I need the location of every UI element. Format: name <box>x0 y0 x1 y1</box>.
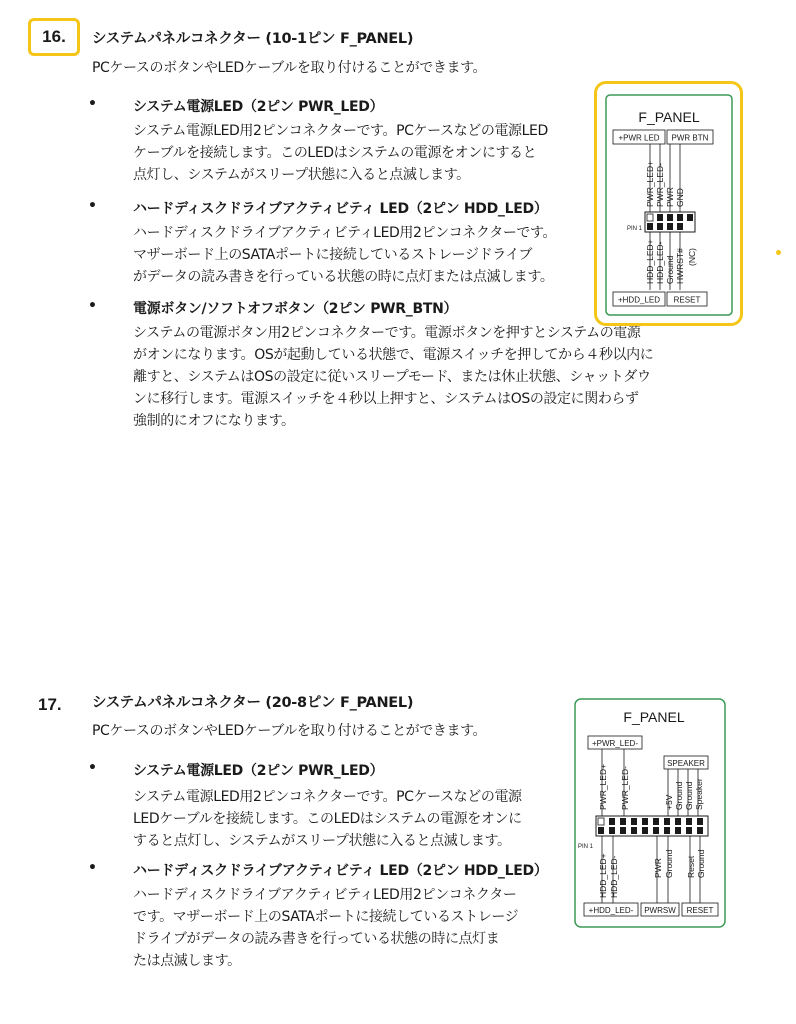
body-line: 離すと、システムはOSの設定に従いスリープモード、または休止状態、シャットダウ <box>133 369 651 385</box>
body-line: がオンになります。OSが起動している状態で、電源スイッチを押してから４秒以内に <box>133 347 654 363</box>
pin-label: PWR <box>665 187 675 207</box>
s17-item2-title: ハードディスクドライブアクティビティ LED（2ピン HDD_LED） <box>133 863 548 879</box>
body-line: システム電源LED用2ピンコネクターです。PCケースなどの電源LED <box>133 123 548 139</box>
pin1-label: PIN 1 <box>627 226 643 232</box>
section-16-subtitle: PCケースのボタンやLEDケーブルを取り付けることができます。 <box>92 60 487 76</box>
section-16-number: 16. <box>28 18 80 56</box>
section-17-title: システムパネルコネクター (20-8ピン F_PANEL) <box>92 695 414 711</box>
body-line: マザーボード上のSATAポートに接続しているストレージドライブ <box>133 247 533 263</box>
s17-item1-body <box>133 786 522 852</box>
pin-label: PWR_LED+ <box>645 160 655 207</box>
body-line: 強制的にオフになります。 <box>133 413 295 429</box>
pin-label: PWR_LED- <box>620 766 630 810</box>
pin-label: PWR <box>653 858 663 878</box>
pin-label: HWRST# <box>675 248 685 284</box>
diagram-title: F_PANEL <box>623 709 685 725</box>
pin-label: Reset <box>686 855 696 878</box>
pin-label: Ground <box>665 255 675 284</box>
group-label: RESET <box>686 906 714 915</box>
pin-label: (NC) <box>687 248 697 266</box>
body-line: ドライブがデータの読み書きを行っている状態の時に点灯ま <box>133 931 500 947</box>
s17-item1-title: システム電源LED（2ピン PWR_LED） <box>133 763 384 779</box>
pin-label: HDD_LED+ <box>645 239 655 284</box>
bullet-dot: • <box>88 860 97 876</box>
pin-label: Speaker <box>694 778 704 810</box>
f-panel-diagram-17 <box>574 698 726 928</box>
bullet-dot: • <box>88 198 97 214</box>
pin-label: Ground <box>684 781 694 810</box>
pin1-label: PIN 1 <box>578 844 594 850</box>
group-label: +PWR LED <box>618 133 660 143</box>
pin-label: Ground <box>674 781 684 810</box>
body-line: がデータの読み書きを行っている状態の時に点灯または点滅します。 <box>133 269 554 285</box>
s16-item1-title: システム電源LED（2ピン PWR_LED） <box>133 99 384 115</box>
section-17-number: 17. <box>38 695 62 714</box>
highlight-dot <box>776 250 781 255</box>
bullet-dot: • <box>88 96 97 112</box>
pin-label: +5V <box>664 794 674 810</box>
body-line: システムの電源ボタン用2ピンコネクターです。電源ボタンを押すとシステムの電源 <box>133 325 641 341</box>
body-line: ハードディスクドライブアクティビティLED用2ピンコネクター <box>133 887 517 903</box>
group-label: SPEAKER <box>667 759 705 768</box>
group-label: RESET <box>673 295 701 305</box>
pin-label: HDD_LED- <box>609 855 619 898</box>
s16-item2-title: ハードディスクドライブアクティビティ LED（2ピン HDD_LED） <box>133 201 548 217</box>
f-panel-diagram-16 <box>605 94 733 316</box>
bullet-dot: • <box>88 298 97 314</box>
pin-label: Ground <box>664 849 674 878</box>
body-line: ンに移行します。電源スイッチを４秒以上押すと、システムはOSの設定に関わらず <box>133 391 639 407</box>
s16-item2-body <box>133 222 556 288</box>
body-line: ケーブルを接続します。このLEDはシステムの電源をオンにすると <box>133 145 537 161</box>
section-17-subtitle: PCケースのボタンやLEDケーブルを取り付けることができます。 <box>92 723 487 739</box>
group-label: +HDD_LED <box>617 295 661 305</box>
group-label: +HDD_LED- <box>588 906 634 915</box>
group-label: PWR BTN <box>671 133 709 143</box>
body-line: ハードディスクドライブアクティビティLED用2ピンコネクターです。 <box>133 225 557 241</box>
pin-label: HDD_LED+ <box>598 853 608 898</box>
diagram-title: F_PANEL <box>638 109 700 125</box>
s17-item2-body <box>133 884 518 972</box>
group-label: PWRSW <box>644 906 676 915</box>
s16-item3-title: 電源ボタン/ソフトオフボタン（2ピン PWR_BTN） <box>133 301 458 317</box>
body-line: LEDケーブルを接続します。このLEDはシステムの電源をオンに <box>133 811 522 827</box>
body-line: すると点灯し、システムがスリープ状態に入ると点滅します。 <box>133 833 511 849</box>
pin-label: HDD_LED- <box>655 241 665 284</box>
bullet-dot: • <box>88 760 97 776</box>
body-line: 点灯し、システムがスリープ状態に入ると点滅します。 <box>133 167 470 183</box>
pin-label: GND <box>675 188 685 207</box>
s16-item1-body <box>133 120 548 186</box>
body-line: です。マザーボード上のSATAポートに接続しているストレージ <box>133 909 519 925</box>
s16-item3-body <box>133 322 653 432</box>
body-line: たは点滅します。 <box>133 953 241 969</box>
pin-label: Ground <box>696 849 706 878</box>
pin-label: PWR_LED+ <box>598 763 608 810</box>
group-label: +PWR_LED- <box>591 739 639 748</box>
section-16-title: システムパネルコネクター (10-1ピン F_PANEL) <box>92 31 414 47</box>
body-line: システム電源LED用2ピンコネクターです。PCケースなどの電源 <box>133 789 522 805</box>
pin-label: PWR_LED- <box>655 163 665 207</box>
